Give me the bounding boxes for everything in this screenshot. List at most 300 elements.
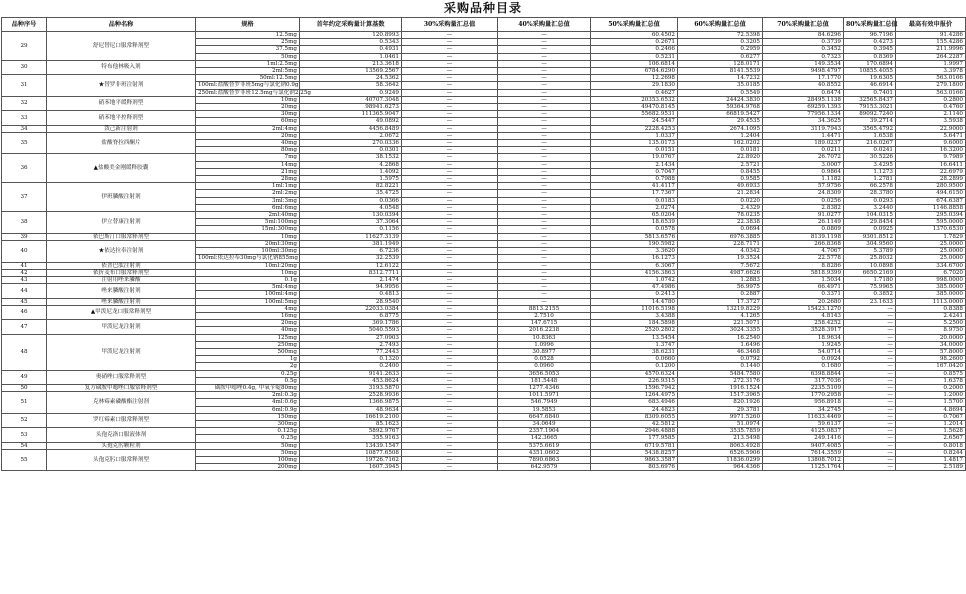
spec-cell: 10mg xyxy=(196,269,300,276)
item-name-cell: 复方磺胺甲噁唑口服常释剂型 xyxy=(47,384,196,391)
value-cell: 956.8918 xyxy=(763,399,844,406)
value-cell: 72.5398 xyxy=(678,32,763,39)
value-cell: 184.5898 xyxy=(591,320,678,327)
value-cell: 6398.8844 xyxy=(763,370,844,377)
value-cell: — xyxy=(402,341,498,348)
value-cell: 595.0000 xyxy=(896,219,966,226)
table-row xyxy=(2,442,966,449)
value-cell: 25.8032 xyxy=(844,255,896,262)
spec-cell: 3ml:3mg xyxy=(196,197,300,204)
value-cell: 1.6496 xyxy=(678,341,763,348)
value-cell: 3.3978 xyxy=(896,68,966,75)
value-cell: 3.2440 xyxy=(844,204,896,211)
value-cell: 0.0660 xyxy=(591,356,678,363)
value-cell: 6.7020 xyxy=(896,269,966,276)
value-cell: 6.7236 xyxy=(300,248,402,255)
value-cell: — xyxy=(844,406,896,413)
spec-cell: 40mg xyxy=(196,327,300,334)
value-cell: 25.0000 xyxy=(896,248,966,255)
value-cell: — xyxy=(402,348,498,355)
value-cell: 1.5975 xyxy=(300,176,402,183)
value-cell: — xyxy=(844,312,896,319)
value-cell: 5375.6619 xyxy=(498,442,591,449)
value-cell: 0.4273 xyxy=(844,39,896,46)
value-cell: 3.0007 xyxy=(763,161,844,168)
value-cell: — xyxy=(498,291,591,298)
value-cell: 3528.3917 xyxy=(763,327,844,334)
table-row xyxy=(2,154,966,161)
spec-cell: 0.125g xyxy=(196,428,300,435)
value-cell: 29.8454 xyxy=(844,219,896,226)
value-cell: 2.7510 xyxy=(498,312,591,319)
value-cell: 4570.6324 xyxy=(591,370,678,377)
value-cell: 8.9750 xyxy=(896,327,966,334)
value-cell: 19.5853 xyxy=(498,406,591,413)
value-cell: 89092.7240 xyxy=(844,111,896,118)
value-cell: — xyxy=(402,291,498,298)
value-cell: 85.1623 xyxy=(300,420,402,427)
value-cell: 6.3067 xyxy=(591,262,678,269)
value-cell: 135.0173 xyxy=(591,140,678,147)
value-cell: 57.9756 xyxy=(763,183,844,190)
value-cell: — xyxy=(402,327,498,334)
value-cell: — xyxy=(498,190,591,197)
value-cell: 37.3064 xyxy=(300,219,402,226)
value-cell: — xyxy=(402,370,498,377)
item-name-cell: 奥硝唑口服常释剂型 xyxy=(47,370,196,384)
column-header: 50%采购量汇总值 xyxy=(591,18,678,32)
value-cell: 216.0267 xyxy=(844,140,896,147)
value-cell: — xyxy=(498,161,591,168)
value-cell: 4351.0602 xyxy=(498,449,591,456)
item-name-cell: 甲泼尼龙注射剂 xyxy=(47,334,196,370)
value-cell: — xyxy=(498,154,591,161)
value-cell: 1.3747 xyxy=(591,341,678,348)
value-cell: 4.0342 xyxy=(678,248,763,255)
item-number-cell: 32 xyxy=(2,96,47,110)
value-cell: 964.4366 xyxy=(678,464,763,471)
value-cell: — xyxy=(498,204,591,211)
value-cell: — xyxy=(498,140,591,147)
value-cell: 2235.5109 xyxy=(763,384,844,391)
value-cell: 1.1182 xyxy=(763,176,844,183)
value-cell: 24.5362 xyxy=(300,75,402,82)
value-cell: 2.5189 xyxy=(896,464,966,471)
value-cell: 16.2540 xyxy=(678,334,763,341)
spec-cell: 28mg xyxy=(196,176,300,183)
value-cell: 226.9315 xyxy=(591,377,678,384)
value-cell: 1146.8858 xyxy=(896,204,966,211)
value-cell: 79153.3021 xyxy=(844,104,896,111)
value-cell: 2674.1095 xyxy=(678,125,763,132)
value-cell: 1277.4346 xyxy=(498,384,591,391)
value-cell: 1011.5971 xyxy=(498,392,591,399)
table-header-row xyxy=(2,18,966,32)
item-number-cell: 52 xyxy=(2,413,47,427)
spec-cell: 7mg xyxy=(196,154,300,161)
value-cell: 5892.9767 xyxy=(300,428,402,435)
item-number-cell: 54 xyxy=(2,442,47,449)
value-cell: 0.0301 xyxy=(300,147,402,154)
value-cell: 4125.0837 xyxy=(763,428,844,435)
page-title: 采购品种目录 xyxy=(443,1,522,15)
value-cell: — xyxy=(844,442,896,449)
value-cell: 998.0000 xyxy=(896,276,966,283)
value-cell: 177.9585 xyxy=(591,435,678,442)
table-row xyxy=(2,428,966,435)
value-cell: 65.0204 xyxy=(591,212,678,219)
value-cell: 77956.1334 xyxy=(763,111,844,118)
value-cell: 9301.8512 xyxy=(844,233,896,240)
item-number-cell: 46 xyxy=(2,305,47,319)
spec-cell: 6ml:6mg xyxy=(196,204,300,211)
value-cell: — xyxy=(402,420,498,427)
value-cell: 130.0394 xyxy=(300,212,402,219)
value-cell: 385.0000 xyxy=(896,284,966,291)
spec-cell: 250ml:盐酸替罗非班12.5mg与氯化钠2.25g xyxy=(196,89,300,96)
item-number-cell: 40 xyxy=(2,240,47,262)
value-cell: 15423.1270 xyxy=(763,305,844,312)
value-cell: 24.8309 xyxy=(763,190,844,197)
value-cell: 9.7989 xyxy=(896,154,966,161)
value-cell: 5040.5593 xyxy=(300,327,402,334)
value-cell: 59.6137 xyxy=(763,420,844,427)
value-cell: 4.7067 xyxy=(763,248,844,255)
spec-cell: 80mg xyxy=(196,147,300,154)
value-cell: 16.6411 xyxy=(896,161,966,168)
value-cell: — xyxy=(844,420,896,427)
value-cell: 8309.6055 xyxy=(591,413,678,420)
table-row xyxy=(2,392,966,399)
value-cell: 0.0694 xyxy=(678,226,763,233)
value-cell: 34.0000 xyxy=(896,341,966,348)
value-cell: 0.0578 xyxy=(591,226,678,233)
value-cell: 8813.2155 xyxy=(498,305,591,312)
value-cell: — xyxy=(402,183,498,190)
spec-cell: 25mg xyxy=(196,39,300,46)
value-cell: 1.4817 xyxy=(896,456,966,463)
table-row xyxy=(2,60,966,67)
column-header: 70%采购量汇总值 xyxy=(763,18,844,32)
value-cell: — xyxy=(402,32,498,39)
spec-cell: 150mg xyxy=(196,413,300,420)
value-cell: — xyxy=(402,464,498,471)
item-number-cell: 44 xyxy=(2,284,47,298)
value-cell: 1370.6530 xyxy=(896,226,966,233)
spec-cell: 0.25g xyxy=(196,435,300,442)
value-cell: 77.2443 xyxy=(300,348,402,355)
value-cell: 1.2014 xyxy=(896,420,966,427)
value-cell: — xyxy=(402,147,498,154)
value-cell: 280.9500 xyxy=(896,183,966,190)
spec-cell: 100ml:依达拉奉30mg与氯化钠855mg xyxy=(196,255,300,262)
value-cell: 96.7196 xyxy=(844,32,896,39)
spec-cell: 2ml:5mg xyxy=(196,68,300,75)
item-number-cell: 30 xyxy=(2,60,47,74)
spec-cell: 4mg xyxy=(196,305,300,312)
value-cell: — xyxy=(498,233,591,240)
item-name-cell: 特布他林吸入剂 xyxy=(47,60,196,74)
value-cell: 1.5034 xyxy=(763,276,844,283)
value-cell: — xyxy=(844,305,896,312)
value-cell: — xyxy=(402,413,498,420)
value-cell: 17.3727 xyxy=(678,298,763,305)
value-cell: 0.0528 xyxy=(498,356,591,363)
value-cell: — xyxy=(402,298,498,305)
value-cell: 1.2883 xyxy=(678,276,763,283)
value-cell: 190.5982 xyxy=(591,240,678,247)
value-cell: — xyxy=(498,276,591,283)
value-cell: 266.8368 xyxy=(763,240,844,247)
value-cell: 1.5700 xyxy=(896,399,966,406)
spec-cell: 20mg xyxy=(196,320,300,327)
value-cell: 54.0714 xyxy=(763,348,844,355)
value-cell: 38.6231 xyxy=(591,348,678,355)
value-cell: 6526.5906 xyxy=(678,449,763,456)
value-cell: — xyxy=(844,456,896,463)
value-cell: — xyxy=(844,399,896,406)
value-cell: — xyxy=(844,435,896,442)
value-cell: 167.0420 xyxy=(896,363,966,370)
value-cell: 19.3524 xyxy=(678,255,763,262)
column-header: 30%采购量汇总值 xyxy=(402,18,498,32)
column-header: 最高有效申报价 xyxy=(896,18,966,32)
value-cell: 0.0960 xyxy=(498,363,591,370)
value-cell: 2.1140 xyxy=(896,111,966,118)
value-cell: 2016.2238 xyxy=(498,327,591,334)
value-cell: 0.2413 xyxy=(591,291,678,298)
value-cell: — xyxy=(402,428,498,435)
item-number-cell: 33 xyxy=(2,111,47,125)
value-cell: 91.4286 xyxy=(896,32,966,39)
spec-cell: 100ml:5mg xyxy=(196,298,300,305)
column-header: 品种名称 xyxy=(47,18,196,32)
value-cell: 2.1434 xyxy=(591,161,678,168)
value-cell: 2.7493 xyxy=(300,341,402,348)
item-name-cell: 伊立替康注射剂 xyxy=(47,212,196,234)
value-cell: — xyxy=(844,413,896,420)
value-cell: 30.8977 xyxy=(498,348,591,355)
value-cell: 3024.3355 xyxy=(678,327,763,334)
value-cell: 2520.2802 xyxy=(591,327,678,334)
value-cell: — xyxy=(402,442,498,449)
value-cell: 28.2899 xyxy=(896,176,966,183)
item-number-cell: 55 xyxy=(2,449,47,471)
value-cell: 1125.1764 xyxy=(763,464,844,471)
value-cell: — xyxy=(402,233,498,240)
value-cell: 0.3371 xyxy=(763,291,844,298)
value-cell: 91.0277 xyxy=(763,212,844,219)
item-number-cell: 29 xyxy=(2,32,47,61)
value-cell: 4.8694 xyxy=(896,406,966,413)
value-cell: 453.8624 xyxy=(300,377,402,384)
spec-cell: 300mg xyxy=(196,420,300,427)
value-cell: 0.4931 xyxy=(300,46,402,53)
spec-cell: 1ml:1mg xyxy=(196,183,300,190)
value-cell: — xyxy=(844,348,896,355)
value-cell: 0.0256 xyxy=(763,197,844,204)
value-cell: 228.7171 xyxy=(678,240,763,247)
value-cell: 10877.6508 xyxy=(300,449,402,456)
value-cell: 3.3620 xyxy=(591,248,678,255)
value-cell: 32.2539 xyxy=(300,255,402,262)
value-cell: 18.6539 xyxy=(591,219,678,226)
spec-cell: 1ml:2.5mg xyxy=(196,60,300,67)
value-cell: 17.7367 xyxy=(591,190,678,197)
value-cell: — xyxy=(402,154,498,161)
value-cell: — xyxy=(402,262,498,269)
value-cell: 642.9579 xyxy=(498,464,591,471)
value-cell: — xyxy=(498,176,591,183)
column-header: 品种序号 xyxy=(2,18,47,32)
value-cell: — xyxy=(402,96,498,103)
value-cell: 355.9163 xyxy=(300,435,402,442)
value-cell: 1.5628 xyxy=(896,428,966,435)
item-number-cell: 49 xyxy=(2,370,47,384)
value-cell: 1.2000 xyxy=(896,392,966,399)
value-cell: — xyxy=(402,240,498,247)
value-cell: — xyxy=(498,197,591,204)
value-cell: 16.1273 xyxy=(591,255,678,262)
value-cell: 2.0672 xyxy=(300,132,402,139)
item-name-cell: ★依达拉奉注射剂 xyxy=(47,240,196,262)
value-cell: — xyxy=(498,46,591,53)
value-cell: 1.0461 xyxy=(300,53,402,60)
value-cell: 22.8920 xyxy=(678,154,763,161)
value-cell: — xyxy=(844,377,896,384)
value-cell: 0.2887 xyxy=(678,291,763,298)
value-cell: 39.2714 xyxy=(844,118,896,125)
spec-cell: 2g xyxy=(196,363,300,370)
value-cell: — xyxy=(402,140,498,147)
spec-cell: 100ml:30mg xyxy=(196,248,300,255)
value-cell: 0.1200 xyxy=(591,363,678,370)
value-cell: 28.9540 xyxy=(300,298,402,305)
value-cell: 0.7067 xyxy=(896,413,966,420)
value-cell: — xyxy=(402,320,498,327)
item-number-cell: 42 xyxy=(2,269,47,276)
value-cell: — xyxy=(402,104,498,111)
value-cell: — xyxy=(402,75,498,82)
value-cell: — xyxy=(402,456,498,463)
spec-cell: 60mg xyxy=(196,118,300,125)
value-cell: 10.8363 xyxy=(498,334,591,341)
table-row xyxy=(2,284,966,291)
value-cell: 155.4286 xyxy=(896,39,966,46)
table-row xyxy=(2,75,966,82)
spec-cell: 10ml:20mg xyxy=(196,262,300,269)
table-row xyxy=(2,413,966,420)
item-number-cell: 35 xyxy=(2,132,47,154)
spec-cell: 2ml:2mg xyxy=(196,190,300,197)
value-cell: 66.4971 xyxy=(763,284,844,291)
value-cell: 0.5343 xyxy=(300,39,402,46)
value-cell: 128.0171 xyxy=(678,60,763,67)
value-cell: 385.0000 xyxy=(896,291,966,298)
value-cell: 104.0315 xyxy=(844,212,896,219)
value-cell: 0.8455 xyxy=(678,168,763,175)
value-cell: — xyxy=(844,363,896,370)
table-row xyxy=(2,305,966,312)
value-cell: 2.0274 xyxy=(591,204,678,211)
value-cell: — xyxy=(844,327,896,334)
value-cell: — xyxy=(498,212,591,219)
item-name-cell: 盐酸脊拉西酮片 xyxy=(47,132,196,154)
table-row xyxy=(2,233,966,240)
value-cell: — xyxy=(498,248,591,255)
value-cell: 6719.5781 xyxy=(591,442,678,449)
value-cell: — xyxy=(402,226,498,233)
item-number-cell: 34 xyxy=(2,125,47,132)
value-cell: 13219.8229 xyxy=(678,305,763,312)
value-cell: 0.2000 xyxy=(896,384,966,391)
value-cell: 0.1680 xyxy=(763,363,844,370)
spec-cell: 4ml:0.6g xyxy=(196,399,300,406)
value-cell: — xyxy=(844,449,896,456)
value-cell: 49.0892 xyxy=(300,118,402,125)
table-row xyxy=(2,96,966,103)
table-row xyxy=(2,320,966,327)
value-cell: 674.6387 xyxy=(896,197,966,204)
value-cell: 0.0181 xyxy=(678,147,763,154)
item-number-cell: 39 xyxy=(2,233,47,240)
value-cell: 0.9585 xyxy=(678,176,763,183)
value-cell: 1.7829 xyxy=(896,233,966,240)
value-cell: 3193.5870 xyxy=(300,384,402,391)
value-cell: 21.2834 xyxy=(678,190,763,197)
value-cell: — xyxy=(498,219,591,226)
value-cell: 5.6471 xyxy=(896,132,966,139)
value-cell: 2.6567 xyxy=(896,435,966,442)
value-cell: 9863.3587 xyxy=(591,456,678,463)
item-number-cell: 48 xyxy=(2,334,47,370)
value-cell: — xyxy=(498,240,591,247)
value-cell: 0.2959 xyxy=(678,46,763,53)
value-cell: — xyxy=(844,341,896,348)
value-cell: 3.4388 xyxy=(591,312,678,319)
value-cell: 1.0742 xyxy=(591,276,678,283)
value-cell: 1.9245 xyxy=(763,341,844,348)
value-cell: 19726.7162 xyxy=(300,456,402,463)
value-cell: — xyxy=(402,132,498,139)
value-cell: — xyxy=(402,125,498,132)
value-cell: — xyxy=(402,392,498,399)
value-cell: 94.9956 xyxy=(300,284,402,291)
value-cell: 4.8143 xyxy=(763,312,844,319)
value-cell: 1.2404 xyxy=(678,132,763,139)
value-cell: 5.2500 xyxy=(896,320,966,327)
value-cell: 24.5447 xyxy=(591,118,678,125)
value-cell: 22.5778 xyxy=(763,255,844,262)
value-cell: 4.1265 xyxy=(678,312,763,319)
item-name-cell: 头孢克肟颗粒剂 xyxy=(47,442,196,449)
item-number-cell: 45 xyxy=(2,298,47,305)
value-cell: 51.0974 xyxy=(678,420,763,427)
value-cell: 0.6277 xyxy=(678,53,763,60)
value-cell: — xyxy=(498,60,591,67)
item-name-cell: 依普巴肽注射剂 xyxy=(47,262,196,269)
value-cell: 3.5938 xyxy=(896,118,966,125)
spec-cell: 15ml:300mg xyxy=(196,226,300,233)
value-cell: 2.5721 xyxy=(678,161,763,168)
value-cell: 8139.1198 xyxy=(763,233,844,240)
spec-cell: 500mg xyxy=(196,348,300,355)
value-cell: 13439.1547 xyxy=(300,442,402,449)
item-name-cell: 伊班膦酸注射剂 xyxy=(47,183,196,212)
value-cell: 55682.9531 xyxy=(591,111,678,118)
value-cell: 0.8575 xyxy=(896,370,966,377)
spec-cell: 200mg xyxy=(196,464,300,471)
